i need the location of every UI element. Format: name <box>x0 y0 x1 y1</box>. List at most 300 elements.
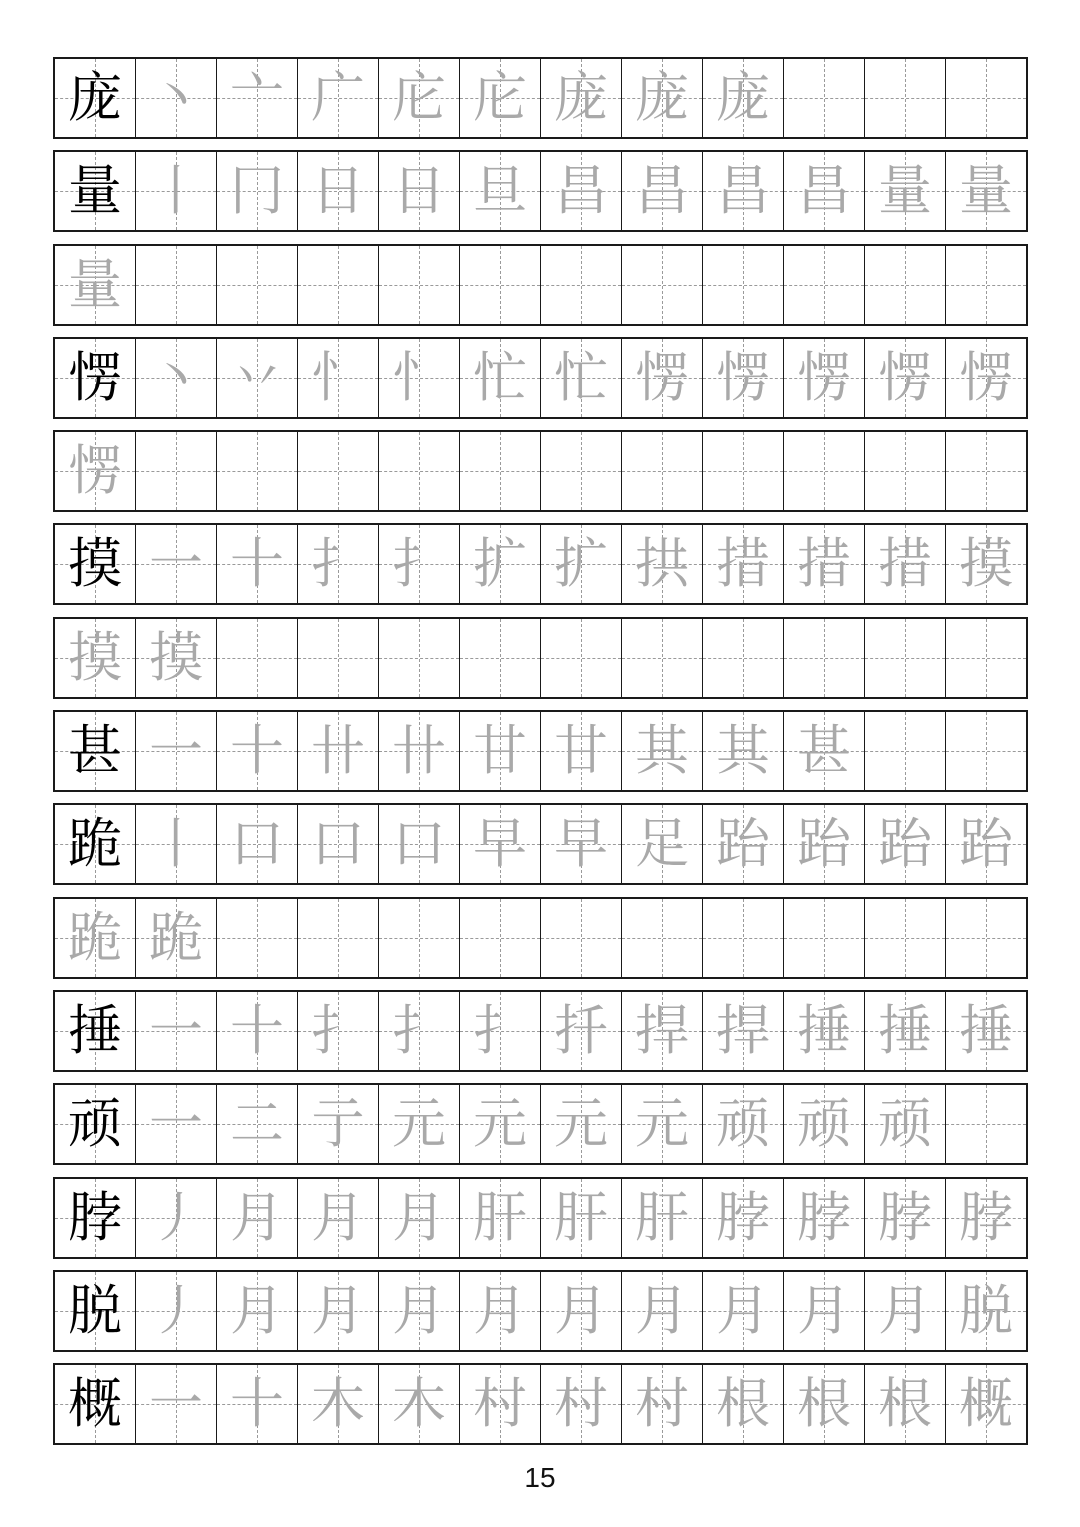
stroke-step-character: 捍 <box>635 998 689 1062</box>
practice-cell <box>541 805 622 883</box>
practice-cell <box>217 899 298 977</box>
stroke-step-character: 月 <box>554 1278 608 1342</box>
practice-cell <box>865 1272 946 1350</box>
stroke-step-character: 根 <box>716 1372 770 1436</box>
model-character: 摸 <box>68 625 122 689</box>
stroke-step-character: 村 <box>473 1372 527 1436</box>
stroke-step-character: 月 <box>311 1278 365 1342</box>
practice-cell <box>217 1085 298 1163</box>
model-character: 跪 <box>68 812 122 876</box>
practice-cell <box>379 1365 460 1443</box>
practice-cell <box>784 1272 865 1350</box>
stroke-step-character: 愣 <box>635 345 689 409</box>
practice-cell <box>622 1085 703 1163</box>
stroke-step-character: 月 <box>635 1278 689 1342</box>
stroke-step-character: 十 <box>230 1372 284 1436</box>
practice-cell <box>946 1179 1026 1257</box>
stroke-step-character: 根 <box>878 1372 932 1436</box>
practice-cell <box>298 59 379 137</box>
practice-cell <box>541 712 622 790</box>
model-character: 愣 <box>68 439 122 503</box>
stroke-step-character: 元 <box>554 1092 608 1156</box>
stroke-step-character: 跆 <box>959 812 1013 876</box>
practice-cell <box>298 1179 379 1257</box>
model-character-cell <box>55 899 136 977</box>
stroke-step-character: 昌 <box>554 159 608 223</box>
practice-cell <box>946 152 1026 230</box>
practice-cell <box>379 712 460 790</box>
stroke-step-character: 昌 <box>716 159 770 223</box>
practice-cell <box>622 339 703 417</box>
stroke-step-character: 丿 <box>149 1278 203 1342</box>
practice-cell <box>865 152 946 230</box>
practice-cell <box>541 899 622 977</box>
stroke-step-character: 捶 <box>878 998 932 1062</box>
stroke-step-character: 庞 <box>635 66 689 129</box>
stroke-step-character: 脖 <box>797 1185 851 1249</box>
practice-row <box>53 150 1028 232</box>
stroke-step-character: 愣 <box>878 345 932 409</box>
stroke-step-character: 村 <box>635 1372 689 1436</box>
practice-cell <box>622 152 703 230</box>
stroke-step-character: 十 <box>230 532 284 596</box>
practice-cell <box>622 525 703 603</box>
practice-cell <box>298 525 379 603</box>
stroke-step-character: 甘 <box>554 719 608 783</box>
stroke-step-character: 扌 <box>311 998 365 1062</box>
practice-cell <box>136 59 217 137</box>
practice-cell <box>703 246 784 324</box>
practice-cell <box>217 432 298 510</box>
practice-cell <box>541 525 622 603</box>
practice-cell <box>217 339 298 417</box>
practice-cell <box>136 152 217 230</box>
practice-cell <box>946 619 1026 697</box>
practice-cell <box>379 1085 460 1163</box>
stroke-step-character: 丷 <box>230 345 284 409</box>
practice-cell <box>298 339 379 417</box>
stroke-step-character: 扩 <box>473 532 527 596</box>
stroke-step-character: 十 <box>230 719 284 783</box>
stroke-step-character: 月 <box>311 1185 365 1249</box>
practice-cell <box>541 619 622 697</box>
practice-cell <box>298 246 379 324</box>
stroke-step-character: 跆 <box>878 812 932 876</box>
stroke-step-character: 冂 <box>230 159 284 223</box>
practice-row <box>53 617 1028 699</box>
stroke-step-character: 脱 <box>959 1278 1013 1342</box>
practice-cell <box>946 246 1026 324</box>
stroke-step-character: 措 <box>716 532 770 596</box>
stroke-step-character: 捶 <box>959 998 1013 1062</box>
practice-row <box>53 523 1028 605</box>
stroke-step-character: 木 <box>311 1372 365 1436</box>
practice-cell <box>784 432 865 510</box>
stroke-step-character: 拱 <box>635 532 689 596</box>
stroke-step-character: 跆 <box>797 812 851 876</box>
practice-cell <box>865 59 946 137</box>
practice-cell <box>784 1365 865 1443</box>
practice-cell <box>622 899 703 977</box>
practice-cell <box>460 432 541 510</box>
stroke-step-character: 顽 <box>797 1092 851 1156</box>
practice-cell <box>784 152 865 230</box>
stroke-step-character: 丿 <box>149 1185 203 1249</box>
stroke-step-character: 措 <box>797 532 851 596</box>
practice-cell <box>136 1179 217 1257</box>
stroke-step-character: 口 <box>392 812 446 876</box>
model-character-cell <box>55 246 136 324</box>
stroke-step-character: 量 <box>878 159 932 223</box>
stroke-step-character: 月 <box>473 1278 527 1342</box>
stroke-step-character: 其 <box>635 719 689 783</box>
practice-cell <box>784 805 865 883</box>
stroke-step-character: 甚 <box>797 719 851 783</box>
stroke-step-character: 脖 <box>878 1185 932 1249</box>
practice-grid <box>53 57 1028 1456</box>
stroke-step-character: 一 <box>149 532 203 596</box>
stroke-step-character: 肝 <box>473 1185 527 1249</box>
practice-cell <box>784 1085 865 1163</box>
practice-cell <box>460 246 541 324</box>
stroke-step-character: 愣 <box>959 345 1013 409</box>
practice-cell <box>217 712 298 790</box>
practice-cell <box>298 712 379 790</box>
practice-cell <box>460 1179 541 1257</box>
stroke-step-character: 庞 <box>716 66 770 129</box>
practice-cell <box>298 1365 379 1443</box>
practice-cell <box>703 805 784 883</box>
model-character-cell <box>55 1365 136 1443</box>
stroke-step-character: 忄 <box>311 345 365 409</box>
model-character-cell <box>55 619 136 697</box>
practice-cell <box>298 805 379 883</box>
stroke-step-character: 捍 <box>716 998 770 1062</box>
stroke-step-character: 丶 <box>149 345 203 409</box>
practice-row <box>53 1270 1028 1352</box>
stroke-step-character: 口 <box>230 812 284 876</box>
model-character: 脱 <box>68 1278 122 1342</box>
practice-cell <box>460 152 541 230</box>
practice-cell <box>865 339 946 417</box>
practice-cell <box>217 619 298 697</box>
practice-row <box>53 57 1028 139</box>
model-character-cell <box>55 712 136 790</box>
practice-cell <box>379 1272 460 1350</box>
practice-cell <box>622 59 703 137</box>
practice-cell <box>460 525 541 603</box>
practice-cell <box>622 432 703 510</box>
model-character-cell <box>55 1085 136 1163</box>
practice-cell <box>298 619 379 697</box>
practice-cell <box>622 1365 703 1443</box>
practice-cell <box>217 152 298 230</box>
practice-cell <box>136 432 217 510</box>
practice-row <box>53 337 1028 419</box>
stroke-step-character: 一 <box>149 1092 203 1156</box>
model-character-cell <box>55 992 136 1070</box>
practice-cell <box>703 992 784 1070</box>
practice-cell <box>622 992 703 1070</box>
practice-cell <box>703 1272 784 1350</box>
stroke-step-character: 肝 <box>635 1185 689 1249</box>
model-character-cell <box>55 1272 136 1350</box>
stroke-step-character: 措 <box>878 532 932 596</box>
stroke-step-character: 月 <box>230 1278 284 1342</box>
stroke-step-character: 亍 <box>311 1092 365 1156</box>
practice-cell <box>784 619 865 697</box>
practice-cell <box>865 1179 946 1257</box>
practice-cell <box>703 712 784 790</box>
stroke-step-character: 日 <box>311 159 365 223</box>
model-character-cell <box>55 432 136 510</box>
practice-cell <box>865 1365 946 1443</box>
practice-cell <box>541 246 622 324</box>
stroke-step-character: 扌 <box>311 532 365 596</box>
practice-cell <box>622 619 703 697</box>
practice-cell <box>946 525 1026 603</box>
model-character-cell <box>55 152 136 230</box>
stroke-step-character: 木 <box>392 1372 446 1436</box>
practice-cell <box>379 619 460 697</box>
stroke-step-character: 量 <box>959 159 1013 223</box>
practice-cell <box>298 992 379 1070</box>
practice-cell <box>622 805 703 883</box>
practice-cell <box>946 1085 1026 1163</box>
practice-cell <box>541 59 622 137</box>
practice-cell <box>379 152 460 230</box>
model-character: 量 <box>68 159 122 223</box>
practice-cell <box>460 712 541 790</box>
practice-cell <box>703 339 784 417</box>
practice-cell <box>379 59 460 137</box>
practice-cell <box>784 1179 865 1257</box>
practice-cell <box>460 899 541 977</box>
practice-cell <box>460 1272 541 1350</box>
model-character: 顽 <box>68 1092 122 1156</box>
practice-cell <box>703 899 784 977</box>
practice-cell <box>136 992 217 1070</box>
practice-cell <box>541 1085 622 1163</box>
practice-row <box>53 1177 1028 1259</box>
stroke-step-character: 早 <box>473 812 527 876</box>
stroke-step-character: 顽 <box>716 1092 770 1156</box>
practice-cell <box>460 619 541 697</box>
model-character: 捶 <box>68 998 122 1062</box>
practice-cell <box>217 246 298 324</box>
stroke-step-character: 元 <box>635 1092 689 1156</box>
practice-row <box>53 803 1028 885</box>
practice-cell <box>865 899 946 977</box>
practice-cell <box>946 1365 1026 1443</box>
practice-cell <box>865 805 946 883</box>
stroke-step-character: 早 <box>554 812 608 876</box>
stroke-step-character: 庀 <box>473 66 527 129</box>
stroke-step-character: 丶 <box>149 66 203 129</box>
stroke-step-character: 足 <box>635 812 689 876</box>
stroke-step-character: 愣 <box>797 345 851 409</box>
practice-cell <box>217 59 298 137</box>
model-character: 愣 <box>68 345 122 409</box>
stroke-step-character: 昌 <box>797 159 851 223</box>
practice-cell <box>136 1272 217 1350</box>
practice-cell <box>460 1085 541 1163</box>
practice-cell <box>622 712 703 790</box>
practice-cell <box>946 805 1026 883</box>
practice-cell <box>541 1179 622 1257</box>
practice-cell <box>379 992 460 1070</box>
practice-cell <box>460 992 541 1070</box>
practice-cell <box>946 992 1026 1070</box>
practice-cell <box>703 619 784 697</box>
stroke-step-character: 卄 <box>392 719 446 783</box>
practice-cell <box>379 246 460 324</box>
stroke-step-character: 捶 <box>797 998 851 1062</box>
practice-cell <box>784 59 865 137</box>
stroke-step-character: 跆 <box>716 812 770 876</box>
practice-cell <box>298 432 379 510</box>
stroke-step-character: 昌 <box>635 159 689 223</box>
practice-cell <box>946 59 1026 137</box>
stroke-step-character: 概 <box>959 1372 1013 1436</box>
practice-cell <box>946 432 1026 510</box>
practice-cell <box>946 899 1026 977</box>
practice-cell <box>136 525 217 603</box>
stroke-step-character: 村 <box>554 1372 608 1436</box>
practice-cell <box>946 339 1026 417</box>
practice-cell <box>784 992 865 1070</box>
stroke-step-character: 一 <box>149 998 203 1062</box>
practice-cell <box>865 619 946 697</box>
practice-cell <box>136 1365 217 1443</box>
practice-row <box>53 430 1028 512</box>
stroke-step-character: 丨 <box>149 812 203 876</box>
practice-cell <box>541 992 622 1070</box>
practice-cell <box>379 432 460 510</box>
stroke-step-character: 一 <box>149 719 203 783</box>
practice-cell <box>865 432 946 510</box>
practice-cell <box>217 805 298 883</box>
stroke-step-character: 愣 <box>716 345 770 409</box>
stroke-step-character: 亠 <box>230 66 284 129</box>
practice-cell <box>460 339 541 417</box>
practice-row <box>53 1083 1028 1165</box>
practice-cell <box>703 59 784 137</box>
stroke-step-character: 顽 <box>878 1092 932 1156</box>
stroke-step-character: 跪 <box>149 905 203 969</box>
stroke-step-character: 月 <box>797 1278 851 1342</box>
practice-cell <box>379 339 460 417</box>
practice-cell <box>622 246 703 324</box>
practice-cell <box>298 1085 379 1163</box>
practice-cell <box>784 339 865 417</box>
stroke-step-character: 扌 <box>473 998 527 1062</box>
practice-cell <box>298 899 379 977</box>
practice-cell <box>136 246 217 324</box>
practice-cell <box>865 712 946 790</box>
stroke-step-character: 甘 <box>473 719 527 783</box>
stroke-step-character: 扩 <box>554 532 608 596</box>
stroke-step-character: 月 <box>716 1278 770 1342</box>
practice-cell <box>217 525 298 603</box>
stroke-step-character: 扌 <box>392 998 446 1062</box>
stroke-step-character: 月 <box>878 1278 932 1342</box>
practice-cell <box>703 1085 784 1163</box>
stroke-step-character: 二 <box>230 1092 284 1156</box>
practice-cell <box>217 992 298 1070</box>
practice-cell <box>865 992 946 1070</box>
practice-cell <box>865 246 946 324</box>
stroke-step-character: 丨 <box>149 159 203 223</box>
stroke-step-character: 肝 <box>554 1185 608 1249</box>
stroke-step-character: 脖 <box>716 1185 770 1249</box>
practice-cell <box>136 712 217 790</box>
model-character-cell <box>55 59 136 137</box>
stroke-step-character: 忄 <box>392 345 446 409</box>
practice-cell <box>136 899 217 977</box>
model-character: 摸 <box>68 532 122 596</box>
practice-cell <box>379 525 460 603</box>
practice-cell <box>784 246 865 324</box>
practice-cell <box>298 1272 379 1350</box>
practice-cell <box>379 899 460 977</box>
practice-cell <box>136 805 217 883</box>
practice-row <box>53 244 1028 326</box>
stroke-step-character: 根 <box>797 1372 851 1436</box>
practice-cell <box>541 339 622 417</box>
model-character: 脖 <box>68 1185 122 1249</box>
stroke-step-character: 元 <box>392 1092 446 1156</box>
practice-row <box>53 990 1028 1072</box>
practice-row <box>53 897 1028 979</box>
model-character: 庞 <box>68 66 122 129</box>
practice-row <box>53 710 1028 792</box>
model-character: 概 <box>68 1372 122 1436</box>
practice-cell <box>703 1179 784 1257</box>
stroke-step-character: 广 <box>311 66 365 129</box>
stroke-step-character: 月 <box>230 1185 284 1249</box>
practice-cell <box>460 1365 541 1443</box>
practice-cell <box>136 339 217 417</box>
model-character: 量 <box>68 252 122 316</box>
stroke-step-character: 一 <box>149 1372 203 1436</box>
stroke-step-character: 口 <box>311 812 365 876</box>
stroke-step-character: 摸 <box>149 625 203 689</box>
practice-cell <box>217 1272 298 1350</box>
model-character-cell <box>55 805 136 883</box>
practice-cell <box>460 59 541 137</box>
stroke-step-character: 庀 <box>392 66 446 129</box>
practice-cell <box>703 432 784 510</box>
stroke-step-character: 日 <box>392 159 446 223</box>
stroke-step-character: 十 <box>230 998 284 1062</box>
model-character-cell <box>55 1179 136 1257</box>
practice-cell <box>622 1272 703 1350</box>
practice-cell <box>703 1365 784 1443</box>
model-character: 跪 <box>68 905 122 969</box>
practice-cell <box>298 152 379 230</box>
practice-cell <box>865 1085 946 1163</box>
stroke-step-character: 扦 <box>554 998 608 1062</box>
stroke-step-character: 其 <box>716 719 770 783</box>
model-character-cell <box>55 525 136 603</box>
practice-cell <box>217 1179 298 1257</box>
model-character-cell <box>55 339 136 417</box>
stroke-step-character: 摸 <box>959 532 1013 596</box>
practice-cell <box>946 1272 1026 1350</box>
stroke-step-character: 忙 <box>473 345 527 409</box>
practice-cell <box>541 432 622 510</box>
